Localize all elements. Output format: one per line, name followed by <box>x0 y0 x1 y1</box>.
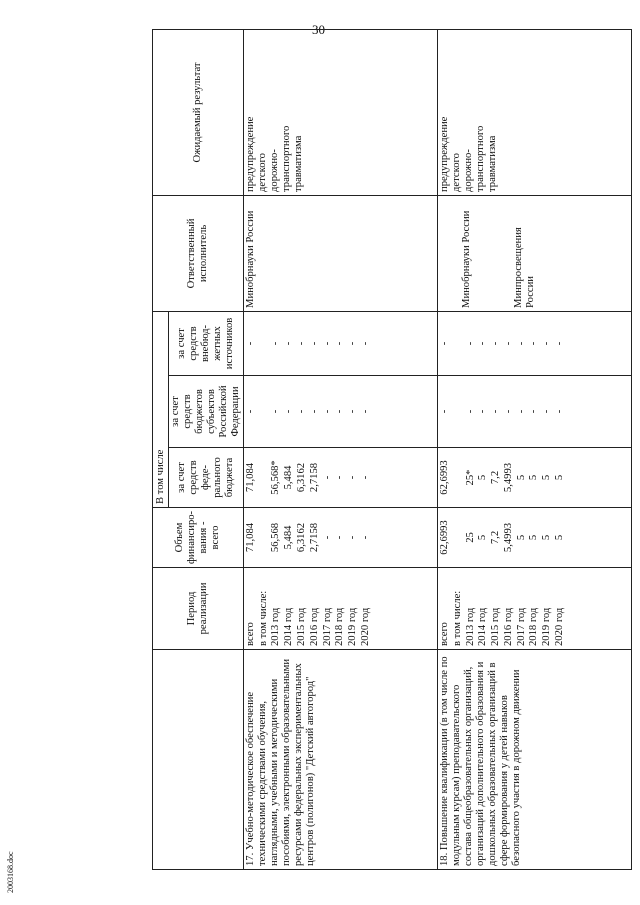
federal-value: 2,7158 <box>308 462 320 493</box>
extra-value: - <box>438 341 450 346</box>
regional-value: - <box>308 409 320 414</box>
federal-value: 25* <box>464 469 476 486</box>
extra-value: - <box>334 341 346 346</box>
regional-value: - <box>502 409 514 414</box>
extra-value: - <box>283 341 295 346</box>
regional-value: - <box>438 409 450 414</box>
extra-value: - <box>554 341 566 346</box>
total-cell <box>243 508 437 568</box>
total-value: 5,484 <box>283 525 295 550</box>
period-value: 2013 год <box>464 607 476 646</box>
federal-value: 56,568* <box>270 460 282 495</box>
federal-value: 5 <box>554 474 566 481</box>
executor-name: Минпросвещения России <box>512 227 536 308</box>
regional-value <box>452 379 465 444</box>
executor-name: Минобрнауки России <box>460 210 472 308</box>
period-value: в том числе: <box>451 590 463 646</box>
result-text: предупреждение детского дорожно-транспортного травматизма <box>438 116 498 192</box>
period-value: 2017 год <box>515 607 527 646</box>
extra-value: - <box>270 341 282 346</box>
regional-value: - <box>541 409 553 414</box>
federal-value: 5 <box>515 474 527 481</box>
period-value: всего <box>438 622 450 646</box>
total-value <box>258 511 271 564</box>
federal-cell <box>437 448 631 508</box>
federal-value: - <box>359 475 371 480</box>
regional-cell <box>437 376 631 448</box>
federal-value: 5 <box>528 474 540 481</box>
header-federal: за счет средств феде-рального бюджета <box>169 448 244 508</box>
header-incl: В том числе <box>153 311 169 507</box>
header-result: Ожидаемый результат <box>153 29 244 195</box>
period-value: 2016 год <box>502 607 514 646</box>
total-value: - <box>347 535 359 540</box>
measure-name: Учебно-методическое обеспечение техническими средствами обучения, наглядными, учебными и методическими пособиями, электронными образовательными ресурсами федеральных экспериментальных центров (полигонов) "Детский автогород" <box>244 658 316 866</box>
period-value: 2016 год <box>308 607 320 646</box>
federal-value: 5 <box>477 474 489 481</box>
total-value: - <box>359 535 371 540</box>
regional-value: - <box>347 409 359 414</box>
period-cell <box>437 568 631 650</box>
period-value: всего <box>244 622 256 646</box>
program-table-rotated <box>152 30 632 870</box>
measure-number: 18. <box>438 850 450 866</box>
total-value: 5 <box>541 534 553 541</box>
total-value: 2,7158 <box>308 522 320 553</box>
extra-value: - <box>490 341 502 346</box>
period-value: в том числе: <box>257 590 269 646</box>
extra-value: - <box>477 341 489 346</box>
period-cell <box>243 568 437 650</box>
extra-cell <box>437 311 631 375</box>
total-value: 62,6993 <box>438 520 450 555</box>
extra-value: - <box>464 341 476 346</box>
regional-value: - <box>554 409 566 414</box>
regional-cell <box>243 376 437 448</box>
extra-value: - <box>359 341 371 346</box>
extra-value: - <box>502 341 514 346</box>
measure-name: Повышение квалификации (в том числе по модульным курсам) преподавательского состава общеобразовательных организаций, организаций дополнительного образования и дошкольных образовательных организаций в сфере формирования у детей навыков безопасного участия в дорожном движении <box>438 656 522 866</box>
header-period: Период реализации <box>153 568 244 650</box>
total-value: 5 <box>477 534 489 541</box>
total-value: - <box>321 535 333 540</box>
result-cell <box>243 29 437 195</box>
total-value: 5,4993 <box>502 522 514 553</box>
extra-value: - <box>515 341 527 346</box>
header-executor: Ответственный исполнитель <box>153 195 244 311</box>
regional-value: - <box>490 409 502 414</box>
period-value: 2019 год <box>541 607 553 646</box>
federal-value: 5,484 <box>283 465 295 490</box>
table-row <box>437 29 631 869</box>
federal-value: - <box>334 475 346 480</box>
extra-value: - <box>321 341 333 346</box>
header-regional: за счет средств бюджетов субъектов Российской Федерации <box>169 376 244 448</box>
total-cell <box>437 508 631 568</box>
measure-cell <box>243 650 437 870</box>
regional-value: - <box>334 409 346 414</box>
extra-value <box>452 315 465 372</box>
executor-cell <box>437 195 631 311</box>
executor-cell <box>243 195 437 311</box>
extra-value: - <box>244 341 256 346</box>
extra-value: - <box>541 341 553 346</box>
extra-value: - <box>528 341 540 346</box>
period-value: 2015 год <box>296 607 307 646</box>
header-measure <box>153 650 244 870</box>
period-value: 2019 год <box>347 607 359 646</box>
program-table <box>152 29 632 870</box>
period-value: 2014 год <box>283 607 295 646</box>
total-value: 5 <box>515 534 527 541</box>
extra-value: - <box>347 341 359 346</box>
federal-value <box>258 451 271 504</box>
result-text: предупреждение детского дорожно-транспортного травматизма <box>244 116 304 192</box>
period-value: 2013 год <box>270 607 282 646</box>
federal-value: - <box>347 475 359 480</box>
period-value: 2014 год <box>477 607 489 646</box>
regional-value: - <box>321 409 333 414</box>
regional-value: - <box>244 409 256 414</box>
page-number: 30 <box>312 22 325 37</box>
extra-value: - <box>296 341 307 346</box>
federal-cell <box>243 448 437 508</box>
federal-value: 7,2 <box>490 470 502 485</box>
total-value: 5 <box>554 534 566 541</box>
document-id: 2003168.doc <box>6 851 15 893</box>
federal-value: 5,4993 <box>502 462 514 493</box>
total-value: 56,568 <box>270 522 282 553</box>
extra-value <box>258 315 271 372</box>
total-value: 25 <box>464 532 476 543</box>
total-value: 7,2 <box>490 530 502 545</box>
federal-value: 5 <box>541 474 553 481</box>
period-value: 2015 год <box>490 607 502 646</box>
total-value: 5 <box>528 534 540 541</box>
federal-value <box>452 451 465 504</box>
period-value: 2017 год <box>321 607 333 646</box>
extra-value: - <box>308 341 320 346</box>
period-value: 2020 год <box>554 607 566 646</box>
executor-name: Минобрнауки России <box>244 210 256 308</box>
federal-value: 6,3162 <box>296 462 307 493</box>
period-value: 2018 год <box>334 607 346 646</box>
regional-value: - <box>283 409 295 414</box>
federal-value: - <box>321 475 333 480</box>
total-value: 6,3162 <box>296 522 307 553</box>
period-value: 2018 год <box>528 607 540 646</box>
measure-number: 17. <box>244 850 256 866</box>
federal-value: 71,084 <box>244 462 256 493</box>
header-total: Объем финансиро-вания - всего <box>153 508 244 568</box>
regional-value: - <box>477 409 489 414</box>
table-row <box>243 29 437 869</box>
measure-cell <box>437 650 631 870</box>
federal-value: 62,6993 <box>438 460 450 495</box>
regional-value: - <box>528 409 540 414</box>
header-extra: за счет средств внебюд-жетных источников <box>169 311 244 375</box>
result-cell <box>437 29 631 195</box>
regional-value <box>258 379 271 444</box>
total-value <box>452 511 465 564</box>
regional-value: - <box>359 409 371 414</box>
extra-cell <box>243 311 437 375</box>
regional-value: - <box>515 409 527 414</box>
total-value: 71,084 <box>244 522 256 553</box>
regional-value: - <box>464 409 476 414</box>
regional-value: - <box>296 409 307 414</box>
period-value: 2020 год <box>359 607 371 646</box>
regional-value: - <box>270 409 282 414</box>
total-value: - <box>334 535 346 540</box>
